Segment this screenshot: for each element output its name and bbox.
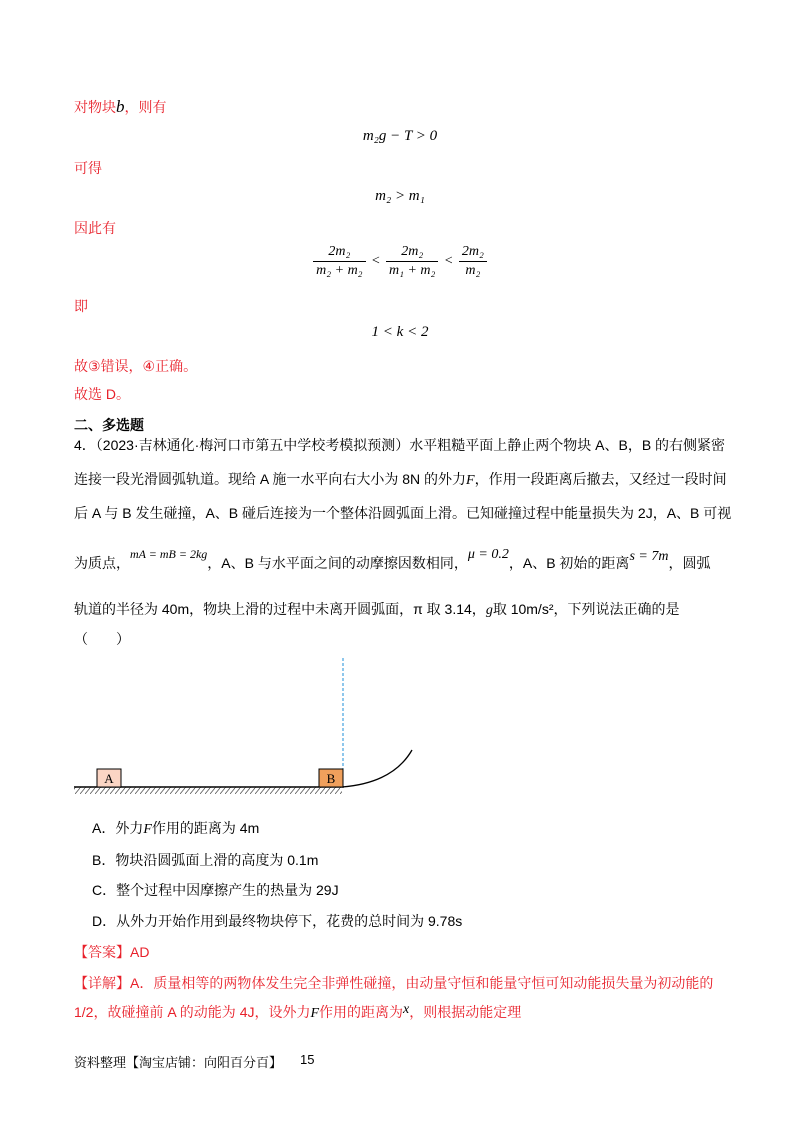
question-line-5: 轨道的半径为 40m，物块上滑的过程中未离开圆弧面，π 取 3.14，g取 10m/s²，下列说法正确的是 [74,601,680,618]
math-var-b: b [116,97,125,116]
answer [74,942,149,962]
detail-line-2: 1/2，故碰撞前 A 的动能为 4J，设外力F作用的距离为x，则根据动能定理 [74,1002,522,1021]
ground-hatching [74,787,342,794]
question-line-3: 后 A 与 B 发生碰撞，A、B 碰后连接为一个整体沿圆弧面上滑。已知碰撞过程中能量损失为 2J，A、B 可视 [74,505,732,521]
fraction-1: $\frac{\text{2m₂}}{\text{m₂ + m₂}}$ [313,244,365,279]
section-title: 二、多选题 [74,417,144,433]
fraction-3: $\frac{\text{2m₂}}{\text{m₂}}$ [459,244,487,279]
circular-arc-track [342,750,412,787]
block-a-label: A [104,771,114,786]
math-mass: mA = mB = 2kg [130,547,208,561]
question-number: 4． [74,437,96,453]
solution-ji: 即 [74,298,88,314]
math-s: s = 7m [629,549,669,564]
question-line-1: 4．（2023·吉林通化·梅河口市第五中学校考模拟预测）水平粗糙平面上静止两个物块 A、B，B 的右侧紧密 [74,437,726,453]
math-mu: μ = 0.2 [467,547,509,562]
solution-keyi: 可得 [74,160,102,176]
solution-yinci: 因此有 [74,220,116,236]
fraction-2: $\frac{\text{2m₂}}{\text{m₁ + m₂}}$ [386,244,438,279]
solution-intro: 对物块b，则有 [74,97,167,116]
physics-figure [60,650,440,800]
page-number: 15 [300,1052,315,1067]
solution-choice: 故选 D。 [74,386,130,402]
question-blank: （ ） [74,631,130,647]
equation-1: m₂g − T > 0 [362,128,438,144]
equation-4: 1 < k < 2 [371,324,429,340]
option-b[interactable]: B．物块沿圆弧面上滑的高度为 0.1m [92,852,319,868]
option-c[interactable]: C．整个过程中因摩擦产生的热量为 29J [92,882,339,898]
detail-label: 【详解】 [74,975,130,991]
equation-3: $\frac{\text{2m₂}}{\text{m₂ + m₂}}$ < $\frac{\text{2m₂}}{\text{m₁ + m₂}}$ < $\frac{\text{2m₂}}{\text{m₂}}$ [0,244,800,279]
equation-2: m₂ > m₁ [375,188,425,204]
question-line-2: 连接一段光滑圆弧轨道。现给 A 施一水平向右大小为 8N 的外力F，作用一段距离后撤去，又经过一段时间 [74,471,727,488]
footer-source: 资料整理【淘宝店铺：向阳百分百】 [74,1055,283,1070]
detail-line-1: 【详解】A．质量相等的两物体发生完全非弹性碰撞，由动量守恒和能量守恒可知动能损失量为初动能的 [74,975,714,991]
answer-label: 【答案】 [74,944,130,960]
option-d[interactable]: D．从外力开始作用到最终物块停下，花费的总时间为 9.78s [92,913,463,929]
option-a[interactable]: A．外力F作用的距离为 4m [92,820,260,837]
question-line-4: 为质点，mA = mB = 2kg，A、B 与水平面之间的动摩擦因数相同，μ = 0.2，A、B 初始的距离s = 7m，圆弧 [74,547,711,571]
solution-conclusion: 故③错误，④正确。 [74,358,198,374]
question-source: （2023·吉林通化·梅河口市第五中学校考模拟预测） [95,437,410,453]
block-b-label: B [326,771,336,786]
answer-value: AD [130,944,150,960]
